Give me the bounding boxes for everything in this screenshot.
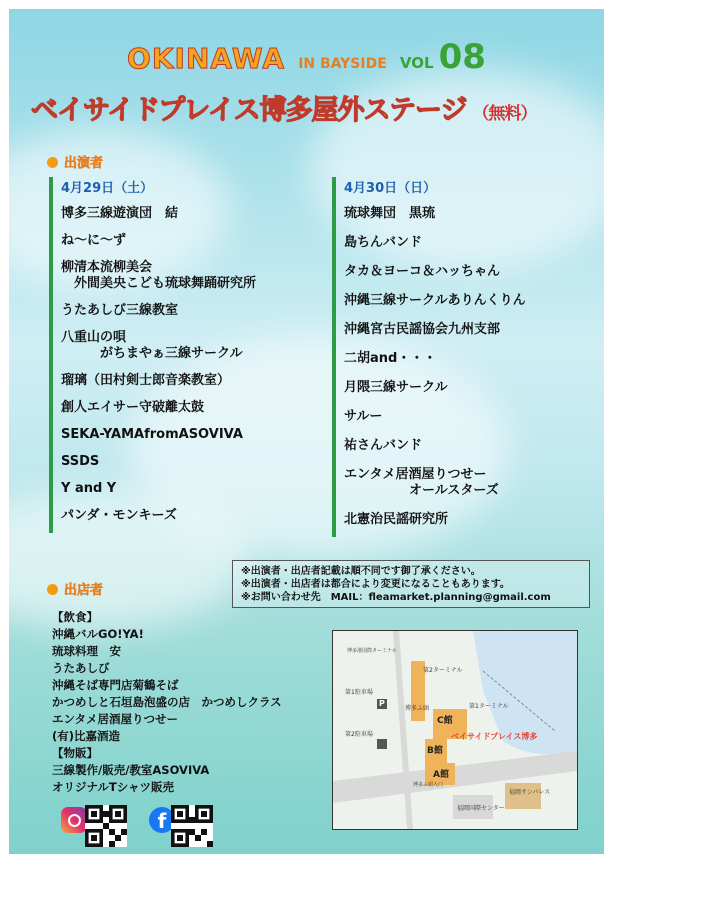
performer: オールスターズ [344, 483, 499, 498]
map-venue-label: ベイサイドプレイス博多 [451, 732, 538, 741]
performer: 博多三線遊演団 結 [61, 206, 179, 221]
day1-column [49, 177, 256, 533]
shops-list [52, 609, 282, 796]
parking-icon: P [379, 699, 385, 708]
bullet-dot-icon [47, 584, 58, 595]
performer: 島ちんバンド [344, 235, 423, 250]
performer: うたあしび三線教室 [61, 303, 179, 318]
in-bayside-text: IN BAYSIDE [298, 56, 387, 72]
main-title [31, 88, 537, 127]
performer: サルー [344, 409, 383, 424]
main-title-text: ベイサイドプレイス博多屋外ステージ [31, 95, 467, 126]
vol-label: VOL [399, 54, 434, 72]
performers-heading-label: 出演者 [64, 156, 104, 171]
facebook-qr-code [171, 805, 213, 847]
shop-item: うたあしび [52, 661, 110, 675]
map-sunpalace: 福岡サンパレス [509, 789, 551, 796]
shop-item: オリジナルTシャツ販売 [52, 780, 175, 794]
performer: 沖縄三線サークルありんくりん [344, 293, 526, 308]
map-label-c: C館 [437, 716, 453, 726]
map-park: 博多ふ頭 [405, 705, 430, 712]
event-series-title [9, 37, 604, 77]
day1-date: 4月29日（土） [61, 181, 154, 196]
performer: SSDS [61, 454, 100, 469]
food-label: 【飲食】 [52, 610, 98, 624]
performer: パンダ・モンキーズ [61, 508, 177, 523]
performer: 北憲治民謡研究所 [344, 512, 449, 527]
notice-line: ※出演者・出店者は都合により変更になることもあります。 [241, 579, 510, 590]
performer: がちまやぁ三線サークル [61, 346, 243, 361]
performers-heading [47, 152, 103, 171]
vol-number: 08 [438, 37, 486, 77]
map-center: 福岡国際センター [457, 805, 505, 812]
performer: 外間美央こども琉球舞踊研究所 [61, 276, 257, 291]
shops-heading-label: 出店者 [64, 583, 104, 598]
shop-item: (有)比嘉酒造 [52, 729, 121, 743]
goods-label: 【物販】 [52, 746, 98, 760]
shop-item: エンタメ居酒屋りつせー [52, 712, 179, 726]
shop-item: 三線製作/販売/教室ASOVIVA [52, 763, 210, 777]
free-label: （無料） [472, 104, 537, 124]
performer: 月隈三線サークル [344, 380, 448, 395]
day2-date: 4月30日（日） [344, 181, 437, 196]
facebook-glyph: f [157, 809, 167, 833]
notice-box [232, 560, 590, 608]
shop-item: 沖縄バルGO!YA! [52, 627, 144, 641]
performer: エンタメ居酒屋りつせー [344, 467, 487, 482]
performer: Y and Y [61, 481, 117, 496]
shop-item: 琉球料理 安 [52, 644, 121, 658]
performer: 瑠璃（田村剣士郎音楽教室） [61, 373, 231, 388]
performer: SEKA-YAMAfromASOVIVA [61, 427, 243, 442]
map-terminal-label: 博多港国際ターミナル [347, 648, 397, 654]
performer: 創人エイサー守破離太鼓 [61, 400, 205, 415]
performer: 沖縄宮古民謡協会九州支部 [344, 322, 501, 337]
notice-line: ※お問い合わせ先 MAIL：fleamarket.planning@gmail.com [241, 592, 551, 603]
performer: 二胡and・・・ [344, 351, 437, 366]
day2-column [332, 177, 526, 537]
shops-heading [47, 579, 103, 598]
performer: タカ＆ヨーコ＆ハッちゃん [344, 264, 501, 279]
map-terminal1: 第1ターミナル [469, 703, 509, 710]
map-parking2: 第2駐車場 [345, 731, 373, 738]
bullet-dot-icon [47, 157, 58, 168]
instagram-qr-code [85, 805, 127, 847]
map-terminal2: 第2ターミナル [423, 667, 463, 674]
shop-item: かつめしと石垣島泡盛の店 かつめしクラス [52, 695, 282, 709]
performer: 祐さんバンド [344, 438, 423, 453]
okinawa-logo-text: OKINAWA [127, 42, 286, 75]
performer: 琉球舞団 黒琉 [344, 206, 436, 221]
map-bridge: 博多ふ頭入口 [413, 782, 444, 788]
map-label-b: B館 [427, 746, 443, 756]
performer: 八重山の唄 [61, 330, 127, 345]
performer: ね〜に〜ず [61, 233, 127, 248]
venue-map [332, 630, 578, 830]
shop-item: 沖縄そば専門店菊鶴そば [52, 678, 179, 692]
map-parking1: 第1駐車場 [345, 689, 373, 696]
performer: 柳清本流柳美会 [61, 260, 153, 275]
notice-line: ※出演者・出店者記載は順不同です御了承ください。 [241, 566, 481, 577]
instagram-icon[interactable] [61, 807, 87, 833]
map-label-a: A館 [433, 770, 449, 780]
